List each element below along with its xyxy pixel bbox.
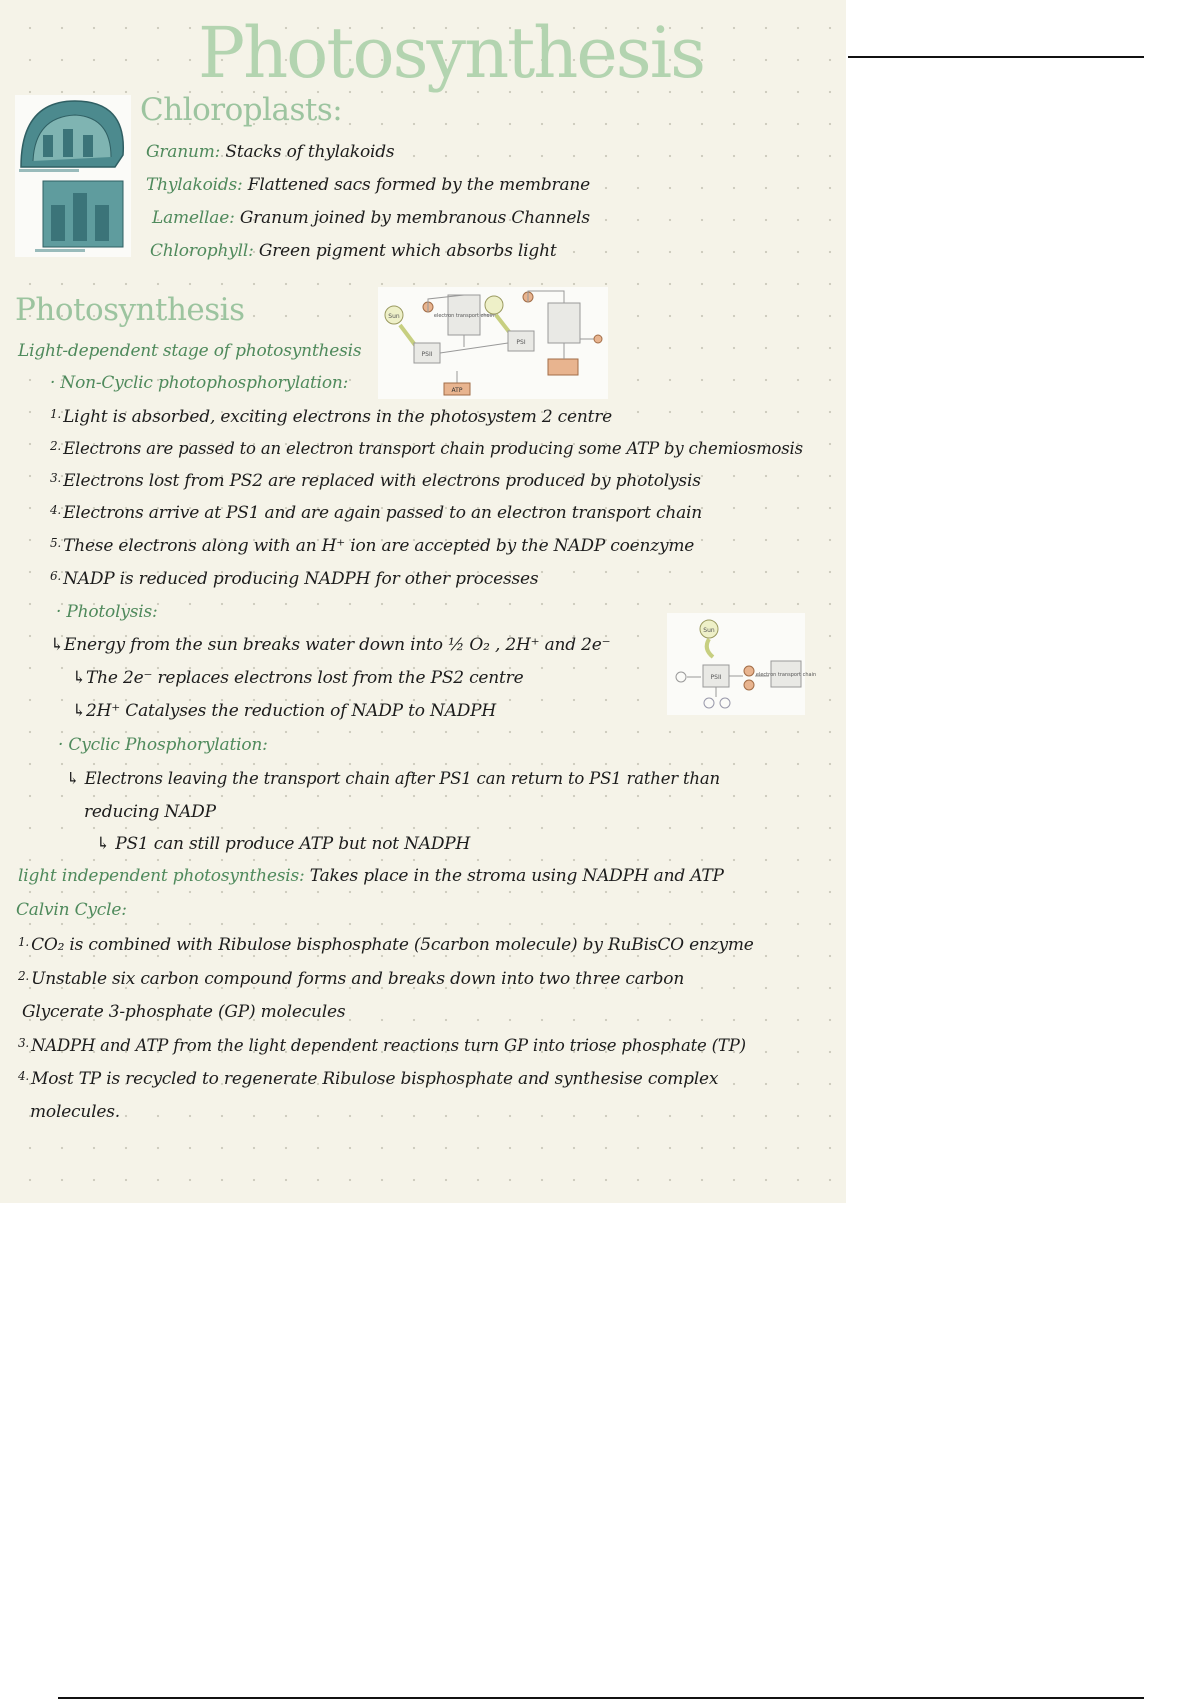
step-4: $^{4.}$ Electrons arrive at PS1 and are again passed to an electron transport chain [50, 503, 702, 523]
definition: Stacks of thylakoids [225, 142, 395, 162]
photolysis-line-1: ↳Energy from the sun breaks water down into ½ O₂ , 2H⁺ and 2e⁻ [50, 635, 611, 655]
light-dependent-heading: Light-dependent stage of photosynthesis [18, 341, 362, 361]
term: Chlorophyll: [150, 241, 254, 261]
term: Granum: [146, 142, 221, 162]
definition-chlorophyll [150, 241, 556, 261]
sun-label: Sun [388, 313, 400, 320]
cyclic-heading: · Cyclic Phosphorylation: [58, 735, 268, 755]
sun-label-2: Sun [703, 627, 715, 634]
term: Lamellae: [152, 208, 235, 228]
definition-lamellae [152, 208, 590, 228]
photosynthesis-heading: Photosynthesis [15, 292, 245, 328]
definition: Granum joined by membranous Channels [239, 208, 590, 228]
term: Thylakoids: [146, 175, 243, 195]
photolysis-heading: · Photolysis: [56, 602, 158, 622]
step-3: $^{3.}$ Electrons lost from PS2 are replaced with electrons produced by photolysis [50, 471, 701, 491]
psi-label: PSI [516, 339, 526, 346]
definition-granum [146, 142, 394, 162]
step-6: $^{6.}$ NADP is reduced producing NADPH for other processes [50, 569, 539, 589]
etc-label-2: electron transport chain [755, 672, 817, 678]
etc-label-1: electron transport chain [433, 313, 495, 319]
calvin-step-3: $^{3.}$ NADPH and ATP from the light dependent reactions turn GP into triose phosphate (TP) [18, 1036, 746, 1055]
term: light independent photosynthesis: [18, 866, 305, 886]
calvin-step-1: $^{1.}$ CO₂ is combined with Ribulose bisphosphate (5carbon molecule) by RuBisCO enzyme [18, 935, 754, 955]
definition: Takes place in the stroma using NADPH and ATP [309, 866, 724, 886]
definition: Flattened sacs formed by the membrane [247, 175, 591, 195]
footer-rule [58, 1697, 1144, 1699]
calvin-step-4: $^{4.}$ Most TP is recycled to regenerate Ribulose bisphosphate and synthesise complex [18, 1069, 719, 1089]
photolysis-diagram [667, 613, 817, 715]
psii-label: PSII [421, 351, 433, 358]
light-independent-line [18, 866, 724, 886]
photolysis-line-3: ↳2H⁺ Catalyses the reduction of NADP to NADPH [72, 701, 497, 721]
calvin-step-2: $^{2.}$ Unstable six carbon compound forms and breaks down into two three carbon [18, 969, 685, 989]
step-2: $^{2.}$ Electrons are passed to an electron transport chain producing some ATP by chemiosmosis [50, 439, 803, 458]
definition: Green pigment which absorbs light [258, 241, 557, 261]
chloroplast-image [15, 95, 131, 257]
cyclic-line-2: reducing NADP [84, 802, 216, 822]
chloroplasts-heading: Chloroplasts: [140, 92, 343, 128]
psii-label-2: PSII [710, 674, 722, 681]
page-title: Photosynthesis [198, 12, 705, 94]
calvin-step-2-cont: Glycerate 3-phosphate (GP) molecules [22, 1002, 346, 1022]
cyclic-line-3: ↳ PS1 can still produce ATP but not NADPH [96, 834, 471, 854]
cyclic-line-1: ↳ Electrons leaving the transport chain after PS1 can return to PS1 rather than [66, 769, 720, 788]
step-1: $^{1.}$ Light is absorbed, exciting electrons in the photosystem 2 centre [50, 407, 613, 427]
calvin-heading: Calvin Cycle: [16, 900, 127, 920]
photolysis-line-2: ↳The 2e⁻ replaces electrons lost from the PS2 centre [72, 668, 524, 688]
definition-thylakoids [146, 175, 590, 195]
step-5: $^{5.}$ These electrons along with an H⁺ ion are accepted by the NADP coenzyme [50, 536, 695, 556]
atp-label: ATP [451, 387, 463, 394]
non-cyclic-heading: · Non-Cyclic photophosphorylation: [50, 373, 349, 393]
calvin-step-4-cont: molecules. [30, 1102, 120, 1122]
light-reaction-diagram [378, 287, 608, 399]
header-rule [848, 56, 1144, 58]
